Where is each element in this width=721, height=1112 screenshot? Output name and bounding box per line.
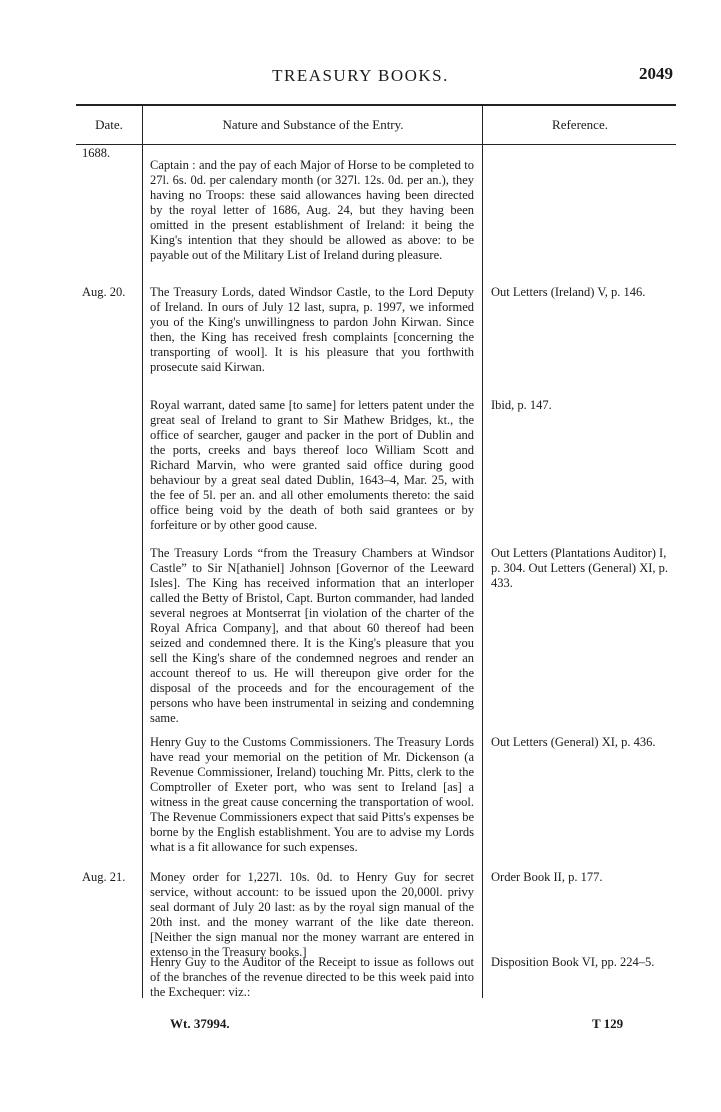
entry-reference: Out Letters (General) XI, p. 436. bbox=[491, 735, 656, 749]
entry-text: Money order for 1,227l. 10s. 0d. to Henry Guy for secret service, without account: to be issued upon the 20,000l. privy seal dormant of July 20 last: as by the royal sign manual of the 20th inst. and the money warrant of the like date thereon. [Neither the sign manual nor the money warrant are entered in extenso in the Treasury books.] bbox=[150, 870, 474, 959]
column-divider-right bbox=[482, 106, 483, 998]
column-header-rule bbox=[76, 144, 676, 145]
table-top-rule bbox=[76, 104, 676, 106]
column-header-nature: Nature and Substance of the Entry. bbox=[222, 117, 404, 132]
entry-text: Henry Guy to the Customs Commissioners. The Treasury Lords have read your memorial on the petition of Mr. Dickenson (a Revenue Commissioner, Ireland) touching Mr. Pitts, clerk to the Comptroller of Exeter port, who was sent to Ireland [as] a witness in the great cause concerning the transportation of wool. The Revenue Commissioners expect that said Pitts's expenses be borne by the English establishment. You are to advise my Lords what is a fit allowance for such expenses. bbox=[150, 735, 474, 854]
entry-text: Henry Guy to the Auditor of the Receipt to issue as follows out of the branches of the revenue directed to be this week paid into the Exchequer: viz.: bbox=[150, 955, 474, 999]
page-number: 2049 bbox=[639, 64, 673, 83]
entry-text: Captain : and the pay of each Major of Horse to be completed to 27l. 6s. 0d. per calendary month (or 327l. 12s. 0d. per an.), they having no Troops: these said allowances having been directed by the royal letter of 1686, Aug. 24, but they having been omitted in the present establishment of Ireland: it being the King's intention that they should be allowed as above: to be payable out of the Military List of Ireland during pleasure. bbox=[150, 158, 474, 262]
entry-text: Royal warrant, dated same [to same] for letters patent under the great seal of Ireland to grant to Sir Mathew Bridges, kt., the office of searcher, gauger and packer in the port of Dublin and the ports, creeks and bays thereof loco William Scott and Richard Marvin, who were granted said office during good behaviour by a great seal dated Dublin, 1643–4, Mar. 25, with the fee of 5l. per an. and all other emoluments thereto: the said office being void by the death of both said grantees or by forfeiture or by other good cause. bbox=[150, 398, 474, 532]
entry-date: 1688. bbox=[82, 146, 111, 160]
entry-reference: Out Letters (Plantations Auditor) I, p. 304. Out Letters (General) XI, p. 433. bbox=[491, 546, 669, 590]
entry-reference: Order Book II, p. 177. bbox=[491, 870, 603, 884]
entry-reference: Ibid, p. 147. bbox=[491, 398, 552, 412]
entry-reference: Disposition Book VI, pp. 224–5. bbox=[491, 955, 655, 969]
column-header-reference: Reference. bbox=[552, 117, 608, 132]
entry-reference: Out Letters (Ireland) V, p. 146. bbox=[491, 285, 646, 299]
entry-text: The Treasury Lords “from the Treasury Chambers at Windsor Castle” to Sir N[athaniel] Johnson [Governor of the Leeward Isles]. The King has received information that an interloper called the Betty of Bristol, Capt. Burton commander, had landed several negroes at Montserrat [in violation of the charter of the Royal Africa Company], and that about 60 thereof had been seized and condemned there. It is the King's pleasure that you sell the King's share of the condemned negroes and render an account thereof to us. He will thereupon give order for the disposal of the proceeds and for the encouragement of the persons who have been instrumental in seizing and condemning same. bbox=[150, 546, 474, 725]
footer-signature-mark: T 129 bbox=[592, 1016, 624, 1031]
entry-text: The Treasury Lords, dated Windsor Castle, to the Lord Deputy of Ireland. In ours of July 12 last, supra, p. 1997, we informed you of the King's unwillingness to pardon John Kirwan. Since then, the King has received fresh complaints [concerning the transporting of wool]. It is his pleasure that you forthwith prosecute said Kirwan. bbox=[150, 285, 474, 374]
entry-date: Aug. 21. bbox=[82, 870, 126, 884]
column-header-date: Date. bbox=[95, 117, 123, 132]
footer-print-mark: Wt. 37994. bbox=[170, 1016, 230, 1031]
entry-date: Aug. 20. bbox=[82, 285, 126, 299]
running-title: TREASURY BOOKS. bbox=[272, 66, 449, 85]
column-divider-left bbox=[142, 106, 143, 998]
